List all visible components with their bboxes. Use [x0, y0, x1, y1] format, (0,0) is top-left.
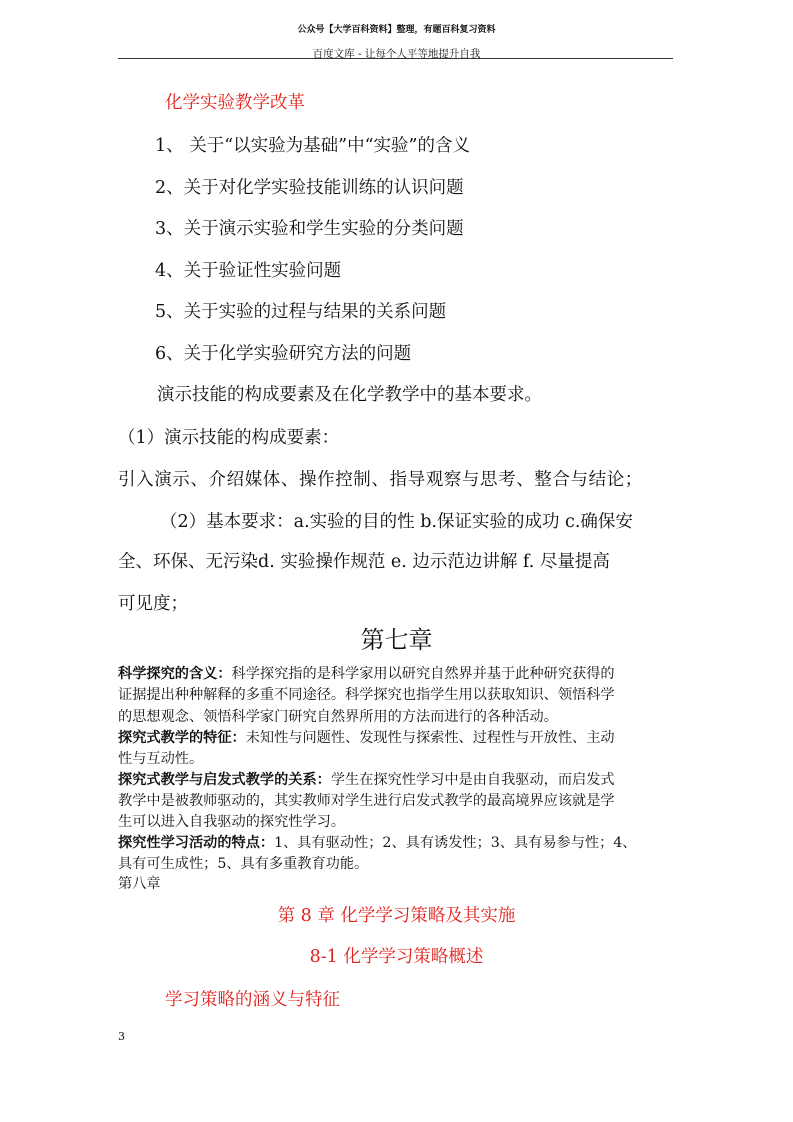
activity-term: 探究性学习活动的特点：: [118, 835, 275, 851]
top-watermark-note: 公众号【大学百科资料】整理，有题百科复习资料: [297, 25, 496, 35]
chapter-eight-title: 第 8 章 化学学习策略及其实施: [277, 906, 516, 926]
list-item: 5、关于实验的过程与结果的关系问题: [155, 302, 447, 322]
requirements-line: （2）基本要求：a.实验的目的性 b.保证实验的成功 c.确保安: [160, 512, 633, 532]
list-item: 3、关于演示实验和学生实验的分类问题: [155, 219, 464, 239]
chapter-seven-title: 第七章: [360, 626, 433, 654]
list-item: 6、关于化学实验研究方法的问题: [155, 344, 412, 364]
elements-text: 引入演示、介绍媒体、操作控制、指导观察与思考、整合与结论；: [118, 470, 643, 490]
chapter-eight-label: 第八章: [118, 876, 161, 892]
relation-definition-line: [118, 773, 615, 787]
page-header: 百度文库 - 让每个人平等地提升自我: [312, 48, 481, 60]
relation-text: 学生在探究性学习中是由自我驱动，而启发式: [330, 772, 615, 788]
subsection-title: 学习策略的涵义与特征: [165, 990, 340, 1010]
features-definition-line: [118, 731, 615, 745]
elements-heading: （1）演示技能的构成要素：: [118, 428, 340, 448]
activity-text: 1、具有驱动性；2、具有诱发性；3、具有易参与性；4、: [274, 835, 637, 851]
list-item: 1、 关于“以实验为基础”中“实验”的含义: [155, 136, 470, 156]
requirements-line: 全、环保、无污染d. 实验操作规范 e. 边示范边讲解 f. 尽量提高: [118, 552, 610, 572]
activity-text-line: 具有可生成性；5、具有多重教育功能。: [118, 856, 369, 872]
header-divider: [118, 58, 673, 59]
inquiry-text-line: 的思想观念、领悟科学家门研究自然界所用的方法而进行的各种活动。: [118, 709, 558, 725]
list-item: 4、关于验证性实验问题: [155, 261, 342, 281]
inquiry-definition-line: [118, 667, 615, 681]
inquiry-term: 科学探究的含义：: [118, 666, 232, 682]
features-text: 未知性与问题性、发现性与探索性、过程性与开放性、主动: [245, 730, 615, 746]
activity-definition-line: [118, 836, 637, 850]
demo-skill-heading: 演示技能的构成要素及在化学教学中的基本要求。: [157, 385, 542, 405]
page-number: 3: [118, 1030, 125, 1043]
features-text-line: 性与互动性。: [118, 751, 204, 767]
section-8-1-title: 8-1 化学学习策略概述: [309, 947, 484, 967]
requirements-line: 可见度；: [118, 594, 188, 614]
section-title: 化学实验教学改革: [165, 93, 305, 113]
features-term: 探究式教学的特征：: [118, 730, 246, 746]
relation-text-line: 生可以进入自我驱动的探究性学习。: [118, 814, 346, 830]
list-item: 2、关于对化学实验技能训练的认识问题: [155, 178, 464, 198]
inquiry-text-line: 证据提出种种解释的多重不同途径。科学探究也指学生用以获取知识、领悟科学: [118, 687, 615, 703]
inquiry-text: 科学探究指的是科学家用以研究自然界并基于此种研究获得的: [231, 666, 615, 682]
relation-term: 探究式教学与启发式教学的关系：: [118, 772, 331, 788]
relation-text-line: 教学中是被教师驱动的，其实教师对学生进行启发式教学的最高境界应该就是学: [118, 793, 615, 809]
